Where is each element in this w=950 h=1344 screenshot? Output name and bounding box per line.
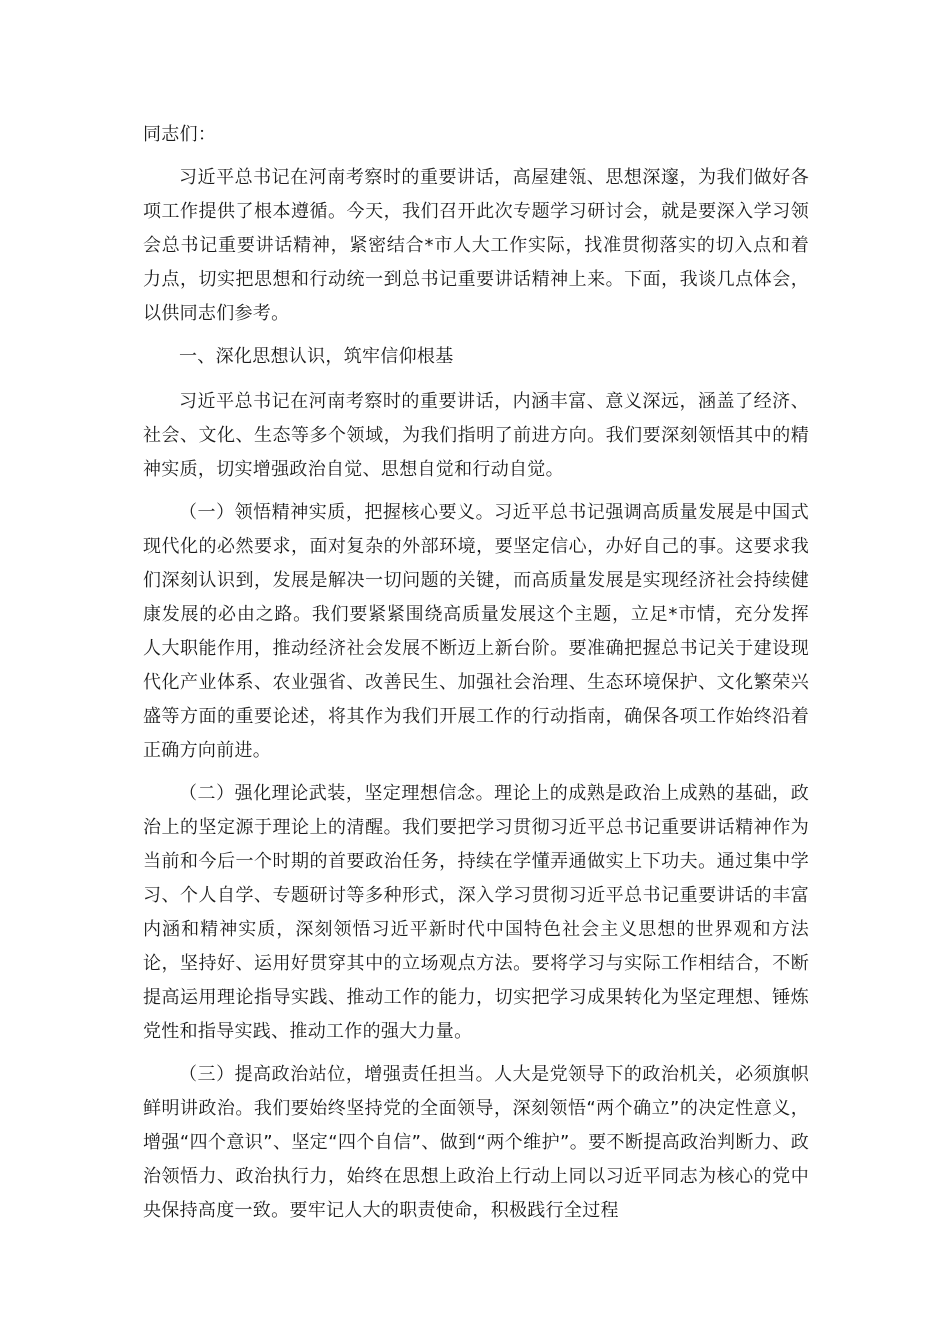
salutation: 同志们： <box>143 124 217 145</box>
intro-paragraph: 习近平总书记在河南考察时的重要讲话，高屋建瓴、思想深邃，为我们做好各项工作提供了根本遵循。今天，我们召开此次专题学习研讨会，就是要深入学习领会总书记重要讲话精神，紧密结合*市人大工作实际，找准贯彻落实的切入点和着力点，切实把思想和行动统一到总书记重要讲话精神上来。下面，我谈几点体会，以供同志们参考。 <box>143 167 809 324</box>
section-1-summary-paragraph: 习近平总书记在河南考察时的重要讲话，内涵丰富、意义深远，涵盖了经济、社会、文化、生态等多个领域，为我们指明了前进方向。我们要深刻领悟其中的精神实质，切实增强政治自觉、思想自觉和行动自觉。 <box>143 391 809 480</box>
subsection-1-paragraph: （一）领悟精神实质，把握核心要义。习近平总书记强调高质量发展是中国式现代化的必然要求，面对复杂的外部环境，要坚定信心，办好自己的事。这要求我们深刻认识到，发展是解决一切问题的关键，而高质量发展是实现经济社会持续健康发展的必由之路。我们要紧紧围绕高质量发展这个主题，立足*市情，充分发挥人大职能作用，推动经济社会发展不断迈上新台阶。要准确把握总书记关于建设现代化产业体系、农业强省、改善民生、加强社会治理、生态环境保护、文化繁荣兴盛等方面的重要论述，将其作为我们开展工作的行动指南，确保各项工作始终沿着正确方向前进。 <box>143 502 809 761</box>
subsection-2-paragraph: （二）强化理论武装，坚定理想信念。理论上的成熟是政治上成熟的基础，政治上的坚定源于理论上的清醒。我们要把学习贯彻习近平总书记重要讲话精神作为当前和今后一个时期的首要政治任务，持续在学懂弄通做实上下功夫。通过集中学习、个人自学、专题研讨等多种形式，深入学习贯彻习近平总书记重要讲话的丰富内涵和精神实质，深刻领悟习近平新时代中国特色社会主义思想的世界观和方法论，坚持好、运用好贯穿其中的立场观点方法。要将学习与实际工作相结合，不断提高运用理论指导实践、推动工作的能力，切实把学习成果转化为坚定理想、锤炼党性和指导实践、推动工作的强大力量。 <box>143 783 809 1042</box>
section-heading-1: 一、深化思想认识，筑牢信仰根基 <box>179 346 454 367</box>
subsection-3-paragraph: （三）提高政治站位，增强责任担当。人大是党领导下的政治机关，必须旗帜鲜明讲政治。我们要始终坚持党的全面领导，深刻领悟“两个确立”的决定性意义，增强“四个意识”、坚定“四个自信”、做到“两个维护”。要不断提高政治判断力、政治领悟力、政治执行力，始终在思想上政治上行动上同以习近平同志为核心的党中央保持高度一致。要牢记人大的职责使命，积极践行全过程 <box>143 1064 809 1221</box>
document-page <box>143 118 809 1237</box>
